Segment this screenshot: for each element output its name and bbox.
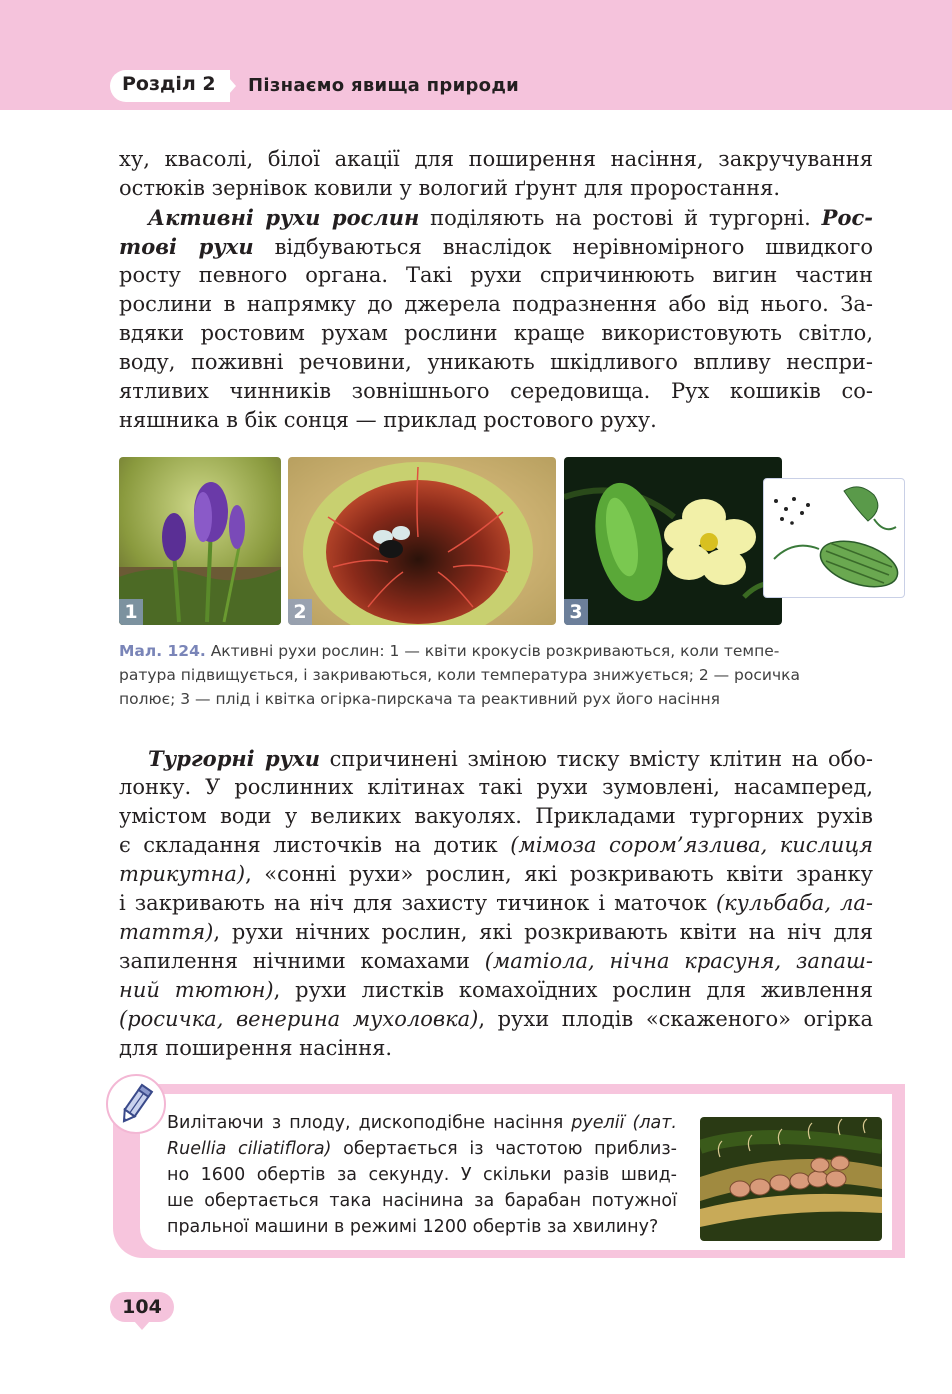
para3-example: таття) <box>119 920 214 944</box>
photo-sundew <box>288 457 556 625</box>
photo-number: 1 <box>119 599 143 625</box>
task-species: Ruellia ciliatiflora) <box>167 1139 332 1159</box>
para2-text: поділяють на ростові й тургорні. <box>419 206 822 230</box>
para3-line: лонку. У рослинних клітинах такі рухи зумовлені, насамперед, <box>119 775 873 799</box>
figure-caption-line <box>119 640 879 663</box>
term-turgor-movements: Тургорні рухи <box>148 746 320 771</box>
page-number-tail <box>134 1321 150 1330</box>
para2-text: відбуваються внаслідок нерівномірного швидкого <box>253 235 873 259</box>
figure-caption-line: ратура підвищується, і закриваються, коли температура знижується; 2 — росичка <box>119 666 800 684</box>
para3-line <box>119 889 873 918</box>
para2-line: няшника в бік сонця — приклад ростового руху. <box>119 408 657 432</box>
photo-squirting-cucumber <box>564 457 782 625</box>
para3-example: (кульбаба, ла- <box>715 891 874 915</box>
task-species: руелії (лат. <box>571 1113 677 1133</box>
page-number: 104 <box>110 1292 174 1322</box>
para3-line <box>119 1005 873 1034</box>
photo-crocus <box>119 457 281 625</box>
para3-example: (мімоза сором’язлива, кислиця <box>510 833 874 857</box>
para3-text: , рухи нічних рослин, які розкривають квіти на ніч для <box>213 920 873 944</box>
para3-text: , рухи листків комахоїдних рослин для живлення <box>273 978 873 1002</box>
task-text-line: ше обертається така насінина за барабан потужної <box>167 1191 677 1211</box>
para3-line: умістом води у великих вакуолях. Прикладами тургорних рухів <box>119 804 873 828</box>
para3-line <box>119 947 873 976</box>
para3-text: і закривають на ніч для захисту тичинок і маточок <box>119 891 716 915</box>
para3-text: запилення нічними комахами <box>119 949 485 973</box>
pencil-icon <box>106 1074 166 1134</box>
para3-text: спричинені зміною тиску вмісту клітин на обо- <box>319 747 873 771</box>
para3-line: для поширення насіння. <box>119 1036 393 1060</box>
para3-text: є складання листочків на дотик <box>119 833 511 857</box>
term-growth-movements: тові рухи <box>119 234 254 259</box>
para3-text: , рухи плодів «скаженого» огірка <box>478 1007 873 1031</box>
task-text-line <box>167 1110 677 1136</box>
photo-number: 3 <box>564 599 588 625</box>
para2-line: вдяки ростовим рухам рослини краще використовують світло, <box>119 321 873 345</box>
para3-line <box>119 860 873 889</box>
para1-line: ху, квасолі, білої акації для поширення насіння, закручування <box>119 147 873 171</box>
photo-number: 2 <box>288 599 312 625</box>
para2-line <box>148 203 873 233</box>
para3-example: (росичка, венерина мухоловка) <box>119 1007 479 1031</box>
para3-text: , «сонні рухи» рослин, які розкривають квіти зранку <box>245 862 873 886</box>
para2-line: росту певного органа. Такі рухи спричинюють вигин частин <box>119 263 873 287</box>
task-text: Вилітаючи з плоду, дископодібне насіння <box>167 1113 572 1133</box>
task-text-line: но 1600 обертів за секунду. У скільки разів швид- <box>167 1165 677 1185</box>
para2-line: рослини в напрямку до джерела подразнення або від нього. За- <box>119 292 873 316</box>
chapter-label: Розділ 2 <box>122 73 216 95</box>
figure-caption-text: Активні рухи рослин: 1 — квіти крокусів розкриваються, коли темпе- <box>205 642 780 660</box>
task-text-line: пральної машини в режимі 1200 обертів за хвилину? <box>167 1217 659 1237</box>
para1-line: остюків зернівок ковили у вологий ґрунт для проростання. <box>119 176 781 200</box>
para3-line <box>119 831 873 860</box>
para3-line <box>119 918 873 947</box>
task-text: обертається із частотою приблиз- <box>331 1139 677 1159</box>
para2-line: ятливих чинників зовнішнього середовища. Рух кошиків со- <box>119 379 873 403</box>
para3-example: ний тютюн) <box>119 978 274 1002</box>
figure-caption-line: полює; 3 — плід і квітка огірка-пирскача та реактивний рух його насіння <box>119 690 720 708</box>
figure-caption-label: Мал. 124. <box>119 642 206 660</box>
term-growth-movements: Рос- <box>821 205 873 230</box>
para3-line <box>119 976 873 1005</box>
drawing-cucumber-seeds <box>763 478 905 598</box>
chapter-title: Пізнаємо явища природи <box>248 75 520 96</box>
para2-line <box>119 232 873 262</box>
task-text-line <box>167 1136 677 1162</box>
para3-example: трикутна) <box>119 862 246 886</box>
para2-line: воду, поживні речовини, уникають шкідливого впливу неспри- <box>119 350 873 374</box>
term-active-movements: Активні рухи рослин <box>148 205 420 230</box>
para3-example: (матіола, нічна красуня, запаш- <box>484 949 873 973</box>
para3-line <box>148 744 873 774</box>
photo-ruellia-seeds <box>700 1117 882 1241</box>
chapter-tab-arrow <box>222 70 236 102</box>
